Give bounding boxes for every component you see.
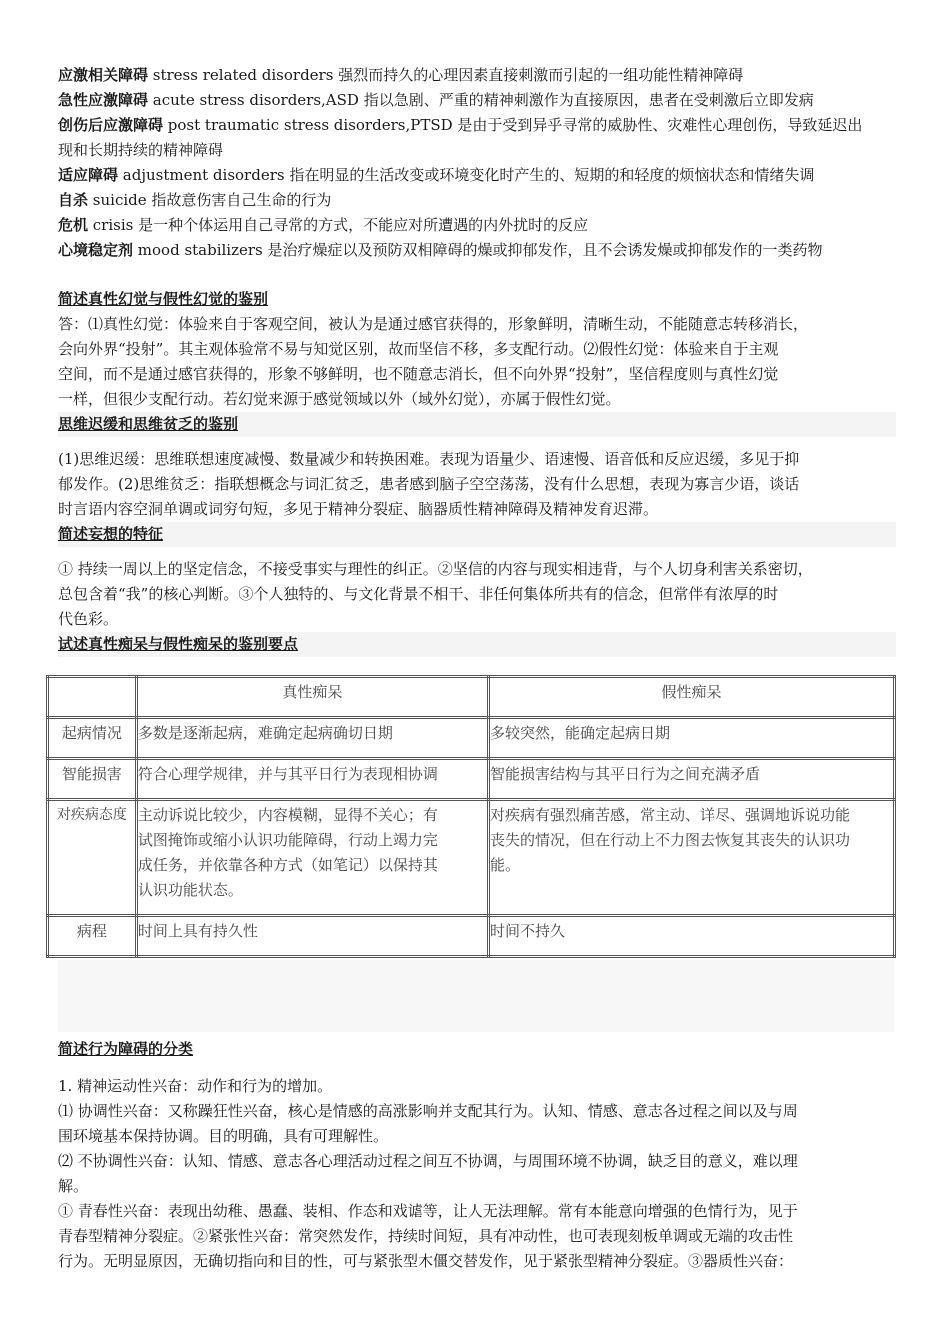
table-header-cell: 真性痴呆 <box>136 677 488 718</box>
section-heading-hallucination: 简述真性幻觉与假性幻觉的鉴别 <box>58 290 269 308</box>
paragraph-line: 代色彩。 <box>58 610 119 628</box>
paragraph-line: 时言语内容空洞单调或词穷句短，多见于精神分裂症、脑器质性精神障碍及精神发育迟滞。 <box>58 500 659 518</box>
paragraph-line: 答：⑴真性幻觉：体验来自于客观空间，被认为是通过感官获得的，形象鲜明，清晰生动，不能随意志转移消长， <box>58 315 809 333</box>
document-page <box>58 63 896 657</box>
table-cell: 主动诉说比较少，内容模糊，显得不关心；有 试图掩饰或缩小认识功能障碍，行动上竭力完 成任务，并依靠各种方式（如笔记）以保持其 认识功能状态。 <box>136 800 488 916</box>
paragraph-line: 会向外界“投射”。其主观体验常不易与知觉区别，故而坚信不移，多支配行动。⑵假性幻觉：体验来自于主观 <box>58 340 779 358</box>
table-cell: 多较突然，能确定起病日期 <box>488 718 894 759</box>
definition-item-continued: 现和长期持续的精神障碍 <box>58 141 224 159</box>
section-heading-dementia: 试述真性痴呆与假性痴呆的鉴别要点 <box>58 632 896 657</box>
definition-item: 应激相关障碍 stress related disorders 强烈而持久的心理因素直接刺激而引起的一组功能性精神障碍 <box>58 66 744 84</box>
section-heading-thinking: 思维迟缓和思维贫乏的鉴别 <box>58 412 896 437</box>
paragraph-line: ⑴ 协调性兴奋：又称躁狂性兴奋，核心是情感的高涨影响并支配其行为。认知、情感、意志各过程之间以及与周 <box>58 1102 798 1120</box>
row-label: 病程 <box>48 916 137 957</box>
table-cell: 时间不持久 <box>488 916 894 957</box>
table-row <box>48 718 895 759</box>
table-header-row <box>48 677 895 718</box>
definitions-list <box>58 63 896 263</box>
paragraph-line: (1)思维迟缓：思维联想速度减慢、数量减少和转换困难。表现为语量少、语速慢、语音低和反应迟缓，多见于抑 <box>58 450 800 468</box>
paragraph-line: ⑵ 不协调性兴奋：认知、情感、意志各心理活动过程之间互不协调，与周围环境不协调，缺乏目的意义，难以理 <box>58 1152 798 1170</box>
table-cell: 符合心理学规律，并与其平日行为表现相协调 <box>136 759 488 800</box>
shaded-spacer <box>58 960 894 1032</box>
row-label: 起病情况 <box>48 718 137 759</box>
paragraph-line: 围环境基本保持协调。目的明确，具有可理解性。 <box>58 1127 389 1145</box>
table-cell: 时间上具有持久性 <box>136 916 488 957</box>
definition-item: 创伤后应激障碍 post traumatic stress disorders,PTSD 是由于受到异乎寻常的威胁性、灾难性心理创伤，导致延迟出 <box>58 116 863 134</box>
behavior-section <box>58 1037 896 1274</box>
definition-item: 自杀 suicide 指故意伤害自己生命的行为 <box>58 191 332 209</box>
paragraph-line: 1. 精神运动性兴奋：动作和行为的增加。 <box>58 1077 333 1095</box>
definition-item: 心境稳定剂 mood stabilizers 是治疗燥症以及预防双相障碍的燥或抑郁发作，且不会诱发燥或抑郁发作的一类药物 <box>58 241 823 259</box>
paragraph-line: 一样，但很少支配行动。若幻觉来源于感觉领域以外（域外幻觉），亦属于假性幻觉。 <box>58 390 621 408</box>
definition-item: 危机 crisis 是一种个体运用自己寻常的方式，不能应对所遭遇的内外扰时的反应 <box>58 216 589 234</box>
row-label: 对疾病态度 <box>48 800 137 916</box>
definition-item: 急性应激障碍 acute stress disorders,ASD 指以急剧、严重的精神刺激作为直接原因，患者在受刺激后立即发病 <box>58 91 814 109</box>
paragraph-line: 青春型精神分裂症。②紧张性兴奋：常突然发作，持续时间短，具有冲动性，也可表现刻板单调或无端的攻击性 <box>58 1227 794 1245</box>
row-label: 智能损害 <box>48 759 137 800</box>
paragraph-line: 解。 <box>58 1177 89 1195</box>
paragraph-line: ① 青春性兴奋：表现出幼稚、愚蠢、装相、作态和戏谑等，让人无法理解。常有本能意向增强的色情行为，见于 <box>58 1202 798 1220</box>
dementia-comparison-table <box>46 675 896 958</box>
section-heading-behavior: 简述行为障碍的分类 <box>58 1040 194 1058</box>
table-cell: 多数是逐渐起病，难确定起病确切日期 <box>136 718 488 759</box>
section-heading-delusion: 简述妄想的特征 <box>58 522 896 547</box>
paragraph-line: 空间，而不是通过感官获得的，形象不够鲜明，也不随意志消长，但不向外界“投射”，坚信程度则与真性幻觉 <box>58 365 779 383</box>
table-row <box>48 800 895 916</box>
table-cell: 智能损害结构与其平日行为之间充满矛盾 <box>488 759 894 800</box>
table-header-cell <box>48 677 137 718</box>
paragraph-line: ① 持续一周以上的坚定信念，不接受事实与理性的纠正。②坚信的内容与现实相违背，与个人切身利害关系密切， <box>58 560 813 578</box>
paragraph-line: 郁发作。(2)思维贫乏：指联想概念与词汇贫乏，患者感到脑子空空荡荡，没有什么思想，表现为寡言少语，谈话 <box>58 475 800 493</box>
table-cell: 对疾病有强烈痛苦感，常主动、详尽、强调地诉说功能 丧失的情况，但在行动上不力图去恢复其丧失的认识功 能。 <box>488 800 894 916</box>
paragraph-line: 总包含着“我”的核心判断。③个人独特的、与文化背景不相干、非任何集体所共有的信念，但常伴有浓厚的时 <box>58 585 779 603</box>
table-header-cell: 假性痴呆 <box>488 677 894 718</box>
table-row <box>48 916 895 957</box>
table-row <box>48 759 895 800</box>
paragraph-line: 行为。无明显原因，无确切指向和目的性，可与紧张型木僵交替发作，见于紧张型精神分裂症。③器质性兴奋： <box>58 1252 794 1270</box>
definition-item: 适应障碍 adjustment disorders 指在明显的生活改变或环境变化时产生的、短期的和轻度的烦恼状态和情绪失调 <box>58 166 815 184</box>
